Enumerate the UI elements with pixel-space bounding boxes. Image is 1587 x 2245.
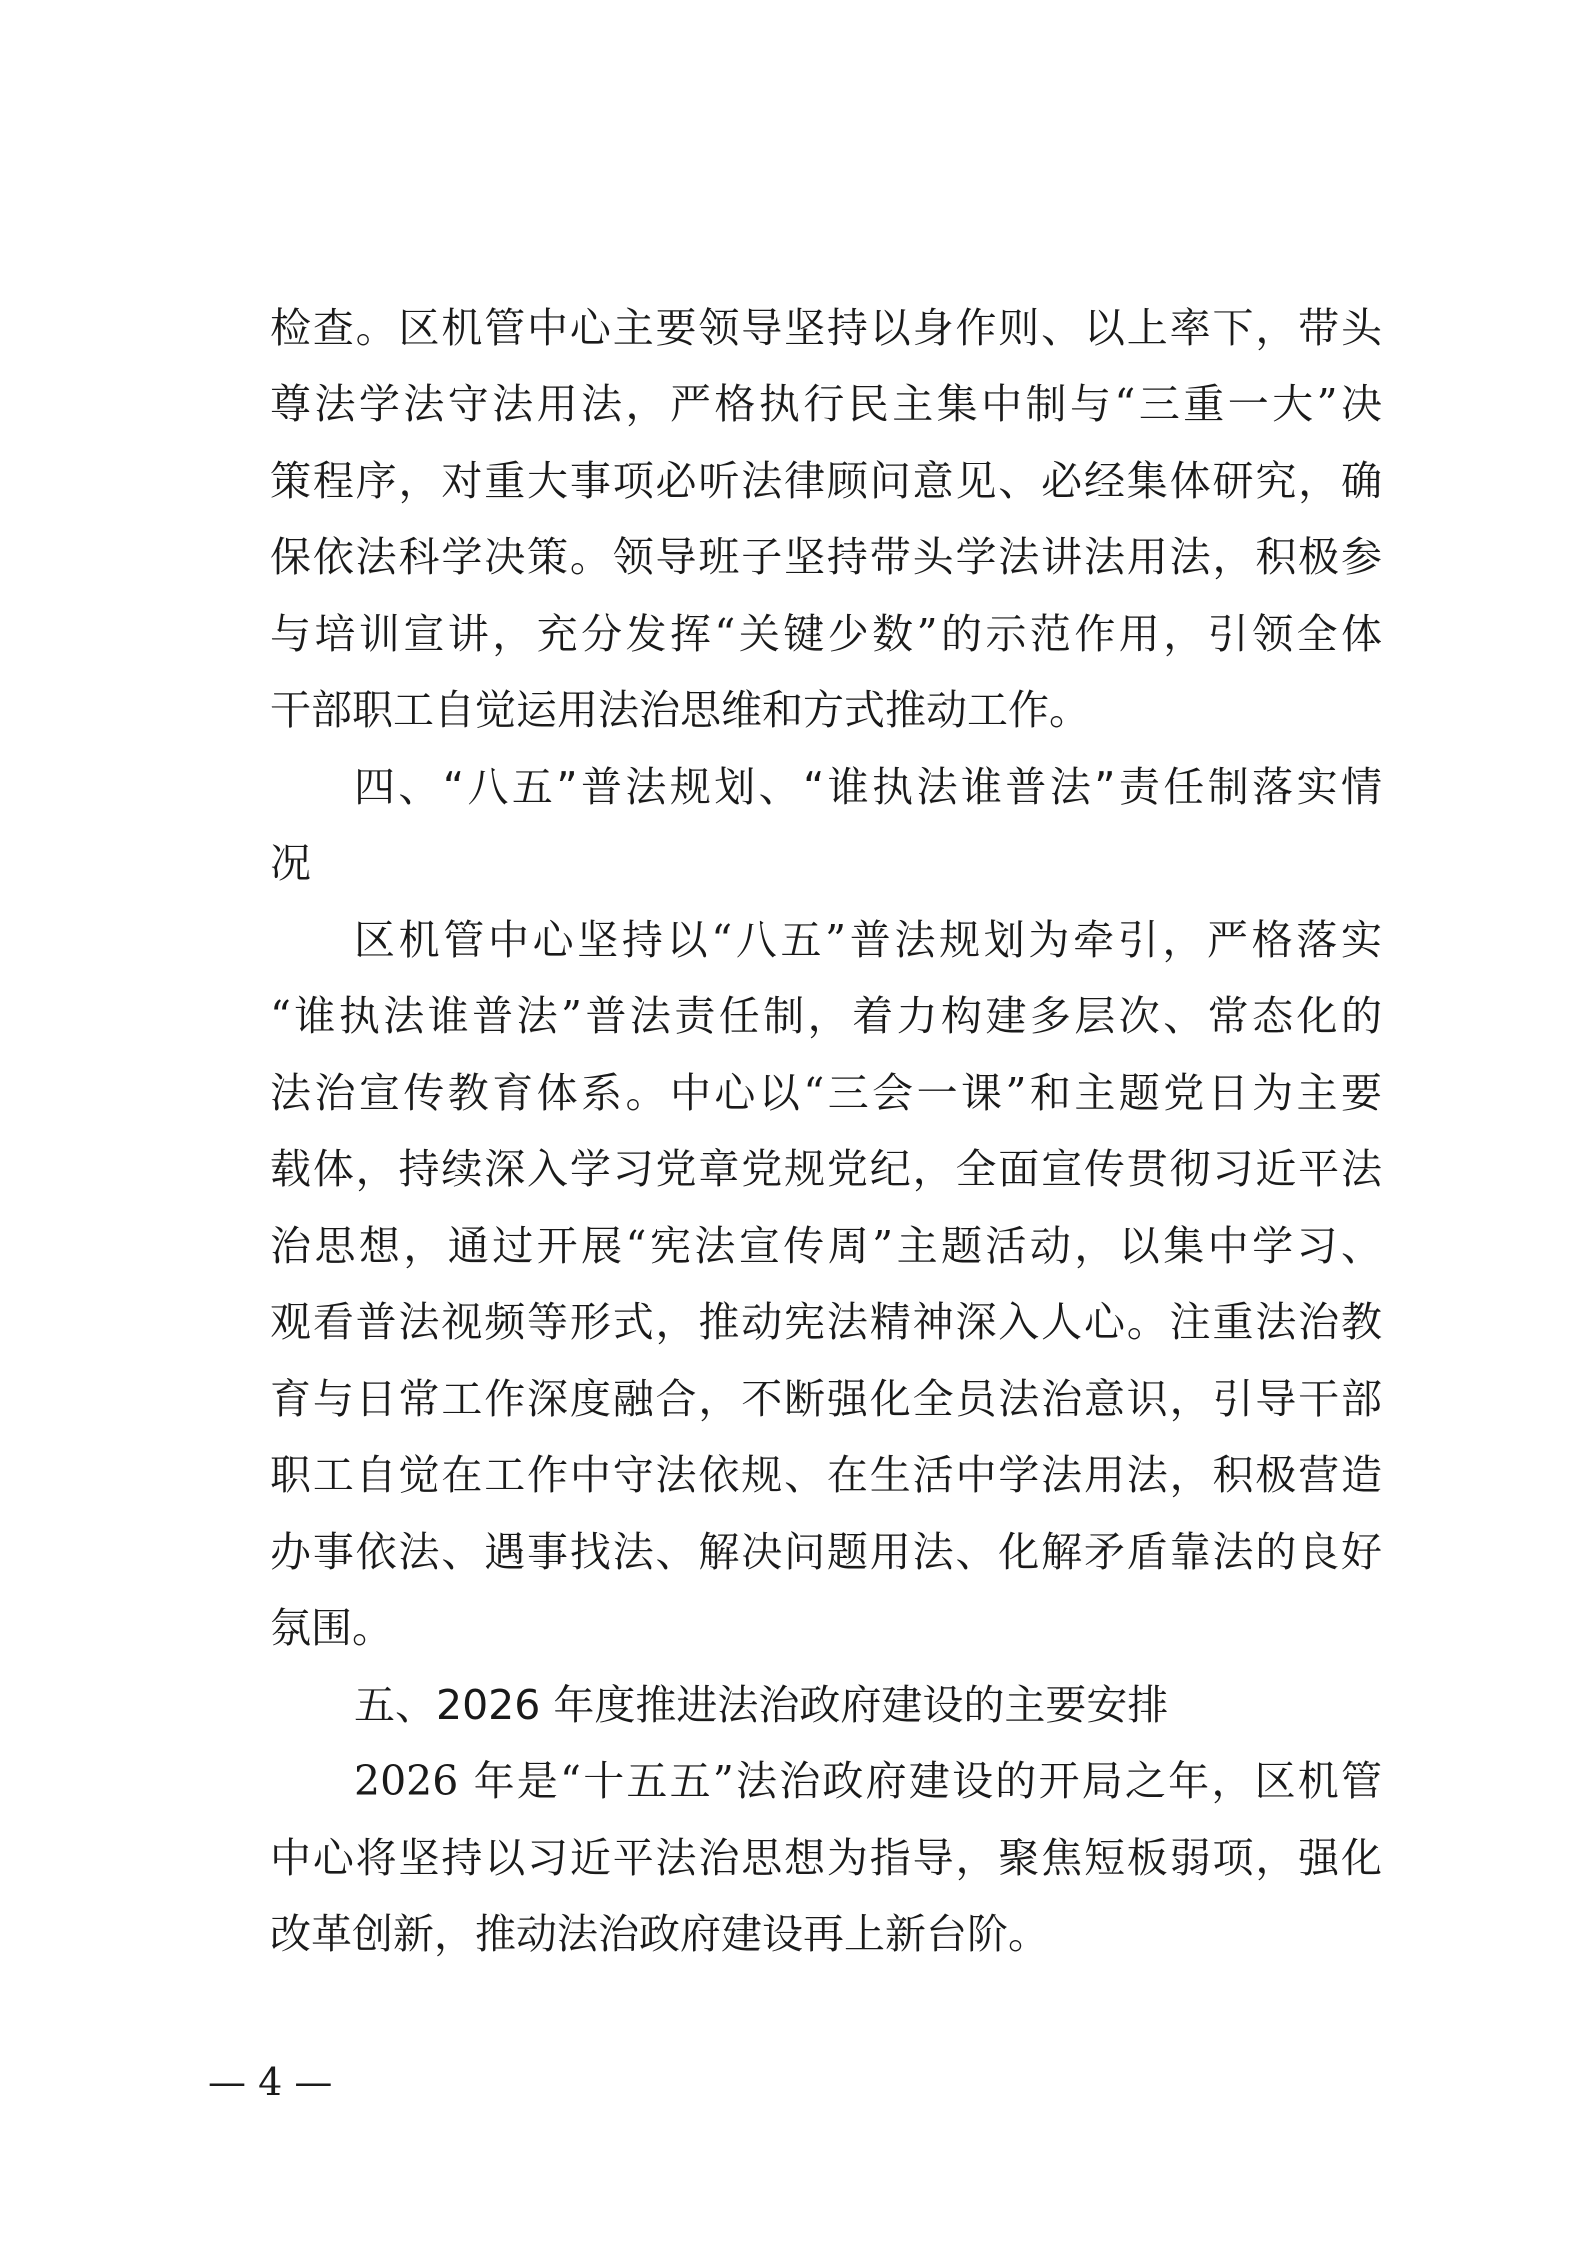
body-text-line: 治思想，通过开展“宪法宣传周”主题活动，以集中学习、 [270, 1222, 1382, 1270]
body-text-line: 载体，持续深入学习党章党规党纪，全面宣传贯彻习近平法 [270, 1145, 1382, 1193]
body-text-line: 改革创新，推动法治政府建设再上新台阶。 [270, 1910, 1049, 1958]
section-heading: 四、“八五”普法规划、“谁执法谁普法”责任制落实情 [354, 763, 1382, 811]
body-text-line: 检查。区机管中心主要领导坚持以身作则、以上率下，带头 [270, 304, 1382, 352]
body-text-line: 氛围。 [270, 1604, 393, 1652]
body-text-line: 中心将坚持以习近平法治思想为指导，聚焦短板弱项，强化 [270, 1834, 1382, 1882]
body-text-line: 2026 年是“十五五”法治政府建设的开局之年，区机管 [354, 1757, 1382, 1805]
body-text-line: 区机管中心坚持以“八五”普法规划为牵引，严格落实 [354, 916, 1382, 964]
body-text-line: 策程序，对重大事项必听法律顾问意见、必经集体研究，确 [270, 457, 1382, 505]
body-text-line: 法治宣传教育体系。中心以“三会一课”和主题党日为主要 [270, 1069, 1382, 1117]
body-text-line: 育与日常工作深度融合，不断强化全员法治意识，引导干部 [270, 1375, 1382, 1423]
body-text-line: 职工自觉在工作中守法依规、在生活中学法用法，积极营造 [270, 1451, 1382, 1499]
page-number: — 4 — [208, 2060, 333, 2104]
section-heading: 五、2026 年度推进法治政府建设的主要安排 [354, 1681, 1169, 1729]
body-text-line: 与培训宣讲，充分发挥“关键少数”的示范作用，引领全体 [270, 610, 1382, 658]
body-text-line: 保依法科学决策。领导班子坚持带头学法讲法用法，积极参 [270, 533, 1382, 581]
body-text-line: 尊法学法守法用法，严格执行民主集中制与“三重一大”决 [270, 380, 1382, 428]
body-text-line: “谁执法谁普法”普法责任制，着力构建多层次、常态化的 [270, 992, 1382, 1040]
section-heading-continued: 况 [270, 839, 311, 887]
body-text-line: 办事依法、遇事找法、解决问题用法、化解矛盾靠法的良好 [270, 1528, 1382, 1576]
body-text-line: 观看普法视频等形式，推动宪法精神深入人心。注重法治教 [270, 1298, 1382, 1346]
body-text-line: 干部职工自觉运用法治思维和方式推动工作。 [270, 686, 1090, 734]
